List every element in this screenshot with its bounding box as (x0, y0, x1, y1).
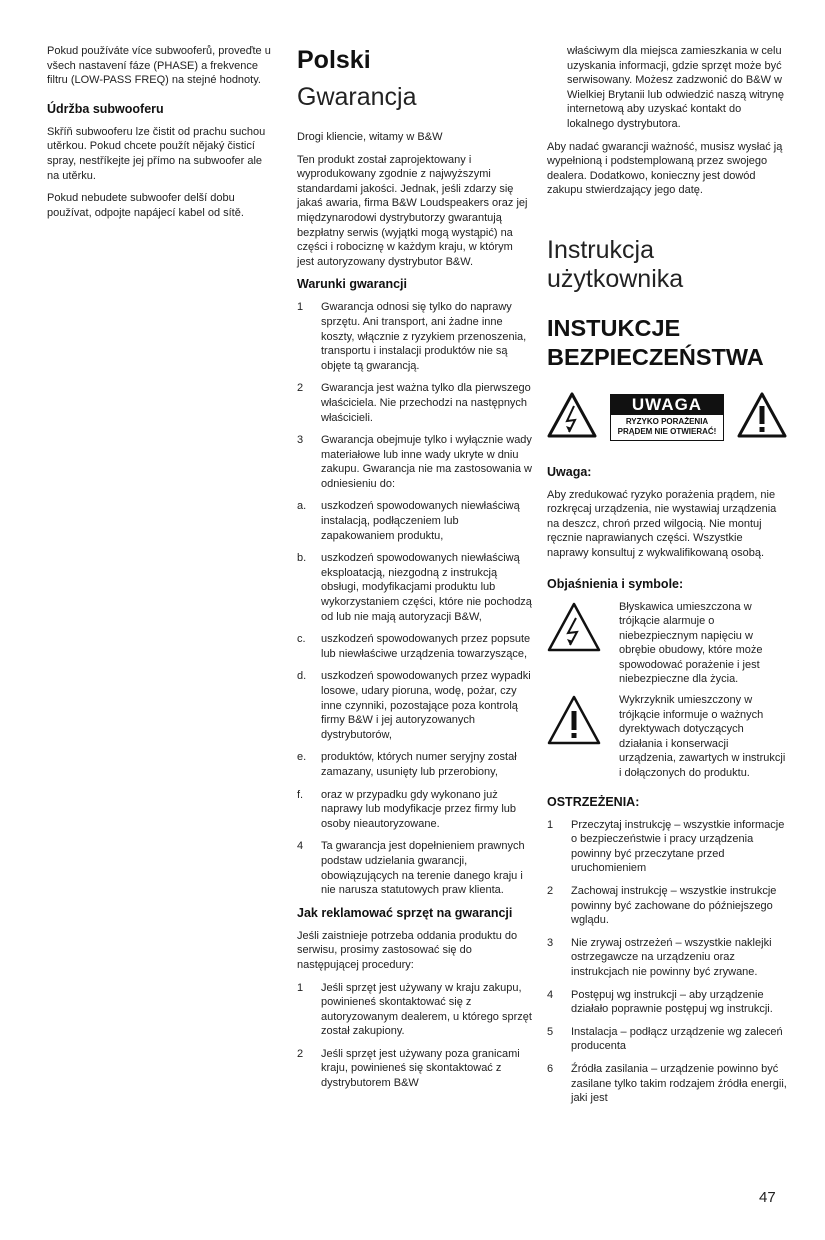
list-item: 2 Jeśli sprzęt jest używany poza granicami kraju, powinieneś się skontaktować z dystrybutorem B&W (297, 1047, 520, 1090)
caution-box-title: UWAGA (611, 395, 723, 415)
warranty-title: Gwarancja (297, 83, 417, 111)
caution-box-text: RYZYKO PORAŻENIA PRĄDEM NIE OTWIERAĆ! (617, 416, 717, 436)
greeting: Drogi kliencie, witamy w B&W (297, 131, 443, 143)
list-item: 5 Instalacja – podłącz urządzenie wg zaleceń producenta (547, 1025, 783, 1053)
list-item: 4 Ta gwarancja jest dopełnieniem prawnych podstaw udzielania gwarancji, obowiązujących na terenie danego kraju i nie narusza statutowych praw klienta. (297, 840, 525, 897)
list-item: f. oraz w przypadku gdy wykonano już naprawy lub modyfikacje przez firmy lub osoby nieautoryzowane. (297, 788, 517, 830)
warnings-heading: OSTRZEŻENIA: (547, 794, 640, 809)
column-warranty (297, 44, 532, 1099)
conditions-heading: Warunki gwarancji (297, 277, 407, 292)
list-item: 4 Postępuj wg instrukcji – aby urządzenie działało poprawnie postępuj wg instrukcji. (547, 988, 773, 1016)
page-number: 47 (759, 1189, 776, 1206)
list-item: 1 Przeczytaj instrukcję – wszystkie informacje o bezpieczeństwie i pracy urządzenia powinny być przeczytane przed uruchomieniem (547, 818, 785, 875)
lightning-symbol-icon (547, 600, 619, 688)
list-item: b. uszkodzeń spowodowanych niewłaściwą eksploatacją, niezgodną z instrukcją obsługi, modyfikacjami produktu lub wykorzystaniem części, które nie pochodzą od lub nie mają autoryzacji B&W, (297, 552, 532, 623)
uwaga-text: Aby zredukować ryzyko porażenia prądem, nie rozkręcaj urządzenia, nie wystawiaj urządzenia na deszcz, chroń przed wilgocią. Nie montuj ręcznie naprawianych części. Wszystkie naprawy konsultuj z wykwalifikowaną osobą. (547, 488, 777, 559)
column-czech (47, 44, 275, 228)
column-safety (547, 44, 787, 1114)
uwaga-heading: Uwaga: (547, 464, 592, 479)
symbol-lightning-row (547, 600, 787, 688)
subwoofer-intro: Pokud používáte více subwooferů, proveďte u všech nastavení fáze (PHASE) a frekvence filtru (LOW-PASS FREQ) na stejné hodnoty. (47, 45, 271, 87)
symbol-exclamation-row (547, 693, 787, 781)
conditions-list (297, 300, 532, 897)
claim-heading: Jak reklamować sprzęt na gwarancji (297, 905, 513, 920)
list-item: 2 Gwarancja jest ważna tylko dla pierwszego właściciela. Nie przechodzi na następnych właścicieli. (297, 382, 531, 424)
maintenance-paragraph-2: Pokud nebudete subwoofer delší dobu používat, odpojte napájecí kabel od sítě. (47, 192, 244, 219)
symbols-heading: Objaśnienia i symbole: (547, 576, 684, 591)
claim-intro: Jeśli zaistnieje potrzeba oddania produktu do serwisu, prosimy zastosować się do następującej procedury: (297, 929, 518, 971)
list-item: 6 Źródła zasilania – urządzenie powinno być zasilane tylko takim rodzajem źródła energii, jaki jest (547, 1062, 787, 1105)
warranty-validity: Aby nadać gwarancji ważność, musisz wysłać ją wypełnioną i podstemplowaną przez swojego dealera. Dodatkowo, konieczny jest dowód zakupu stwierdzający jego datę. (547, 140, 783, 197)
list-item: d. uszkodzeń spowodowanych przez wypadki losowe, udary pioruna, wodę, pożar, czy inne czynniki, pozostające poza kontrolą firmy B&W i jej autoryzowanych dystrybutorów, (297, 670, 531, 741)
list-item: c. uszkodzeń spowodowanych przez popsute lub niewłaściwe urządzenia towarzyszące, (297, 633, 531, 660)
maintenance-heading: Údržba subwooferu (47, 101, 164, 116)
claim-continued: właściwym dla miejsca zamieszkania w celu uzyskania informacji, gdzie sprzęt może być serwisowany. Możesz zadzwonić do B&W w Wielkiej Brytanii lub odwiedzić naszą witrynę internetową aby uzyskać kontakt do lokalnego dystrybutora. (567, 45, 785, 130)
symbol-lightning-text: Błyskawica umieszczona w trójkącie alarmuje o niebezpiecznym napięciu w obrębie obudowy, które może spowodować porażenie i jest niebezpieczne dla życia. (619, 600, 763, 686)
list-item: 1 Gwarancja odnosi się tylko do naprawy sprzętu. Ani transport, ani żadne inne koszty, włącznie z ryzykiem przenoszenia, transportu i instalacji produktów nie są objęte tą gwarancją. (297, 301, 527, 372)
manual-title: Instrukcja użytkownika (547, 235, 684, 293)
list-item: 1 Jeśli sprzęt jest używany w kraju zakupu, powinieneś skontaktować się z autoryzowanym dealerem, u którego sprzęt został zakupiony. (297, 981, 532, 1038)
list-item: 3 Nie zrywaj ostrzeżeń – wszystkie naklejki ostrzegawcze na urządzeniu oraz instrukcjach nie powinny być zrywane. (547, 936, 772, 978)
caution-box (610, 394, 724, 441)
lightning-triangle-icon (547, 392, 597, 443)
exclamation-triangle-icon (737, 392, 787, 443)
exclamation-symbol-icon (547, 693, 619, 781)
claim-steps-list (297, 981, 532, 1091)
list-item: 3 Gwarancja obejmuje tylko i wyłącznie wady materiałowe lub inne wady ukryte w dniu zakupu. Gwarancja nie ma zastosowania w odniesieniu do: (297, 434, 532, 490)
list-item: e. produktów, których numer seryjny został zamazany, usunięty lub przerobiony, (297, 751, 517, 778)
caution-label-row (547, 392, 787, 443)
warranty-intro: Ten produkt został zaprojektowany i wyprodukowany zgodnie z najwyższymi standardami jakości. Jednak, jeśli zdarzy się jakaś awaria, firma B&W Loudspeakers oraz jej międzynarodowi dystrybutorzy gwarantują bezpłatny serwis (wyjątki mogą wystąpić) na części i robociznę w każdym kraju, w którym jest autoryzowany dystrybutor B&W. (297, 153, 528, 268)
warnings-list (547, 818, 787, 1106)
list-item: 2 Zachowaj instrukcję – wszystkie instrukcje powinny być zachowane do późniejszego wglądu. (547, 885, 777, 927)
language-heading: Polski (297, 46, 371, 74)
list-item: a. uszkodzeń spowodowanych niewłaściwą instalacją, podłączeniem lub zapakowaniem produktu, (297, 500, 520, 542)
maintenance-paragraph-1: Skříň subwooferu lze čistit od prachu suchou utěrkou. Pokud chcete použít nějaký čisticí spray, nestříkejte jej přímo na subwoofer ale na utěrku. (47, 125, 266, 182)
symbol-exclamation-text: Wykrzyknik umieszczony w trójkącie informuje o ważnych dyrektywach dotyczących działania i konserwacji urządzenia, zawartych w instrukcji i dołączonych do produktu. (619, 694, 786, 780)
safety-title: INSTUKCJE BEZPIECZEŃSTWA (547, 314, 764, 370)
